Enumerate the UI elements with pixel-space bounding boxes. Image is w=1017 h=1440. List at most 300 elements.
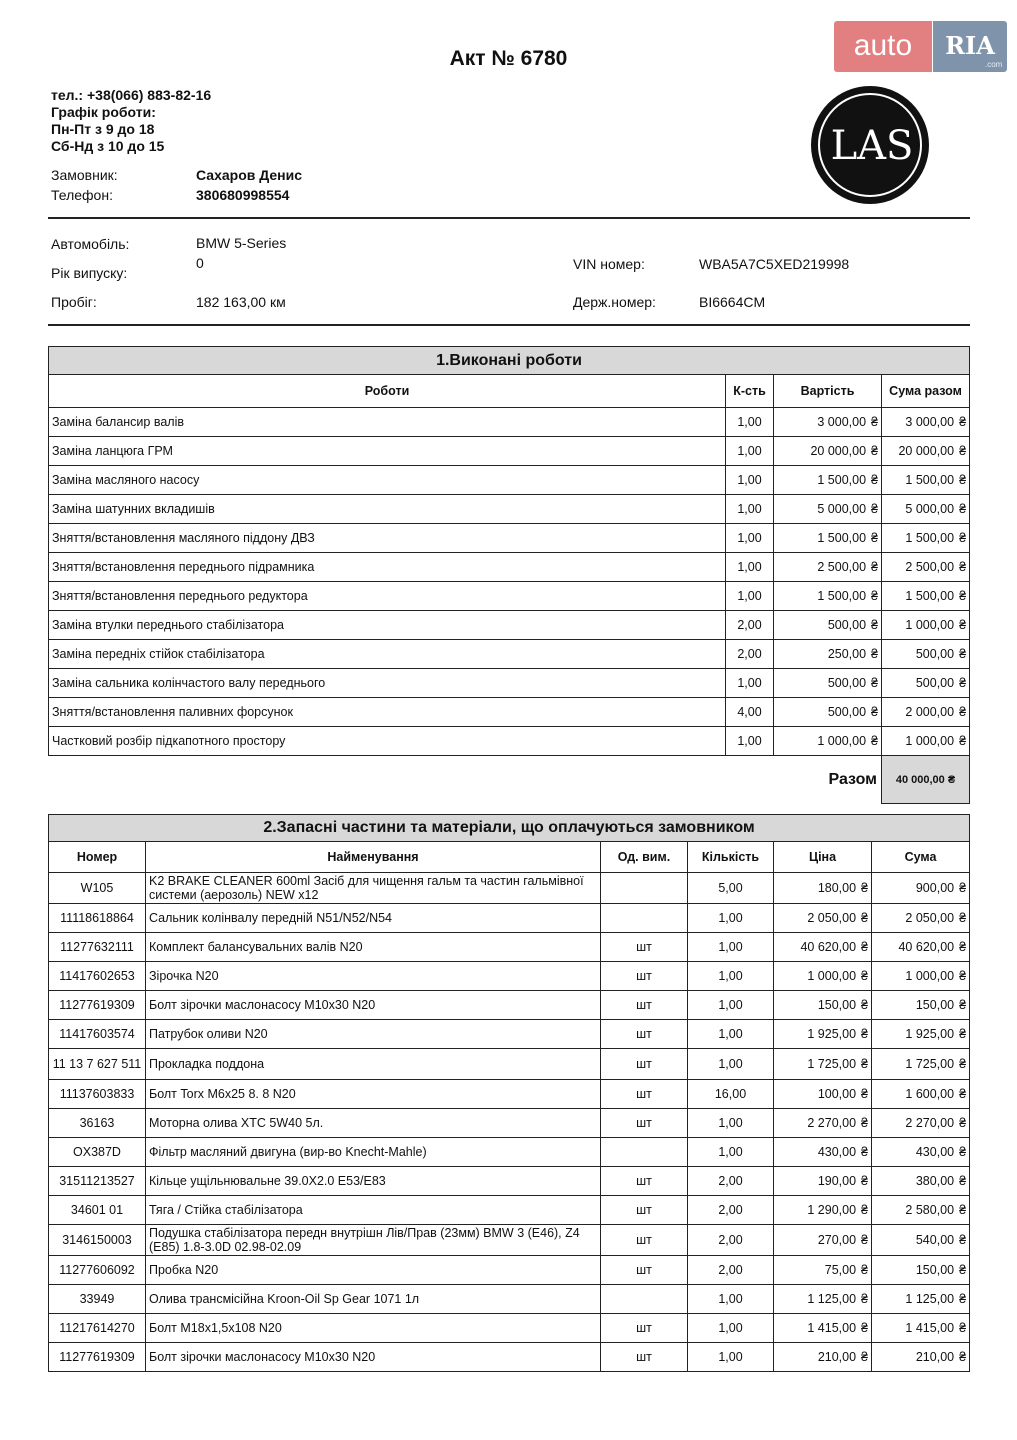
part-price-value: 210,00 [817,1350,857,1364]
part-sum-value: 1 125,00 [905,1292,955,1306]
parts-header-qty: Кількість [688,842,774,873]
work-name: Частковий розбір підкапотного простору [49,727,726,756]
part-name: Сальник колінвалу передній N51/N52/N54 [146,904,601,933]
work-name: Зняття/встановлення переднього підрамника [49,553,726,582]
part-price [774,1138,872,1167]
currency-sign: ₴ [959,1087,967,1101]
autoria-logo-ria: RIA [933,21,1007,72]
currency-sign: ₴ [861,1203,868,1217]
part-sum-value: 1 600,00 [905,1087,955,1101]
currency-sign: ₴ [959,705,967,719]
car-value: BMW 5-Series [196,235,287,251]
part-sum-value: 540,00 [915,1233,955,1247]
currency-sign: ₴ [861,1263,868,1277]
work-sum [882,727,970,756]
currency-sign: ₴ [959,1174,967,1188]
parts-header-code: Номер [49,842,146,873]
works-section-title: 1.Виконані роботи [49,347,970,375]
part-qty: 2,00 [688,1196,774,1225]
part-sum-value: 1 725,00 [905,1057,955,1071]
work-qty: 1,00 [726,437,774,466]
las-logo-text: LAS [830,123,914,169]
contact-block [51,87,211,155]
part-code: 34601 01 [49,1196,146,1225]
work-name: Заміна ланцюга ГРМ [49,437,726,466]
work-price [774,669,882,698]
currency-sign: ₴ [861,1174,868,1188]
work-sum [882,466,970,495]
currency-sign: ₴ [861,911,868,925]
part-code: 3146150003 [49,1225,146,1256]
plate-value: BI6664CM [699,294,766,310]
part-sum [872,873,970,904]
part-sum [872,1343,970,1372]
table-row [49,1196,970,1225]
part-price-value: 1 725,00 [807,1057,857,1071]
year-value: 0 [196,255,204,271]
part-price [774,873,872,904]
work-qty: 1,00 [726,669,774,698]
part-qty: 5,00 [688,873,774,904]
autoria-logo-com: .com [985,60,1003,69]
part-price-value: 430,00 [817,1145,857,1159]
part-qty: 1,00 [688,1343,774,1372]
part-price [774,1080,872,1109]
works-header-qty: К-сть [726,375,774,408]
part-qty: 2,00 [688,1167,774,1196]
part-unit: шт [601,962,688,991]
works-header-price: Вартість [774,375,882,408]
currency-sign: ₴ [959,531,967,545]
part-unit [601,873,688,904]
parts-section-title: 2.Запасні частини та матеріали, що оплачуються замовником [49,815,970,842]
works-total-label: Разом [828,770,877,788]
work-price-value: 250,00 [827,647,867,661]
part-price-value: 270,00 [817,1233,857,1247]
part-unit: шт [601,1020,688,1049]
part-name: Зірочка N20 [146,962,601,991]
work-sum [882,582,970,611]
part-sum [872,1285,970,1314]
currency-sign: ₴ [871,734,878,748]
work-name: Зняття/встановлення переднього редуктора [49,582,726,611]
currency-sign: ₴ [959,1057,967,1071]
schedule-title: Графік роботи: [51,104,156,120]
part-price [774,1049,872,1080]
part-code: 11417603574 [49,1020,146,1049]
part-sum-value: 1 000,00 [905,969,955,983]
work-sum [882,611,970,640]
part-code: 11277632111 [49,933,146,962]
table-row [49,1049,970,1080]
work-price [774,466,882,495]
work-sum-value: 1 500,00 [905,589,955,603]
currency-sign: ₴ [871,705,878,719]
table-row [49,1256,970,1285]
currency-sign: ₴ [871,502,878,516]
currency-sign: ₴ [861,1350,868,1364]
part-price [774,1196,872,1225]
work-price-value: 1 500,00 [817,589,867,603]
part-sum [872,1314,970,1343]
currency-sign: ₴ [861,881,868,895]
parts-body [49,873,970,1372]
work-price-value: 500,00 [827,676,867,690]
part-unit: шт [601,1196,688,1225]
work-qty: 1,00 [726,524,774,553]
part-name: Болт зірочки маслонасосу M10x30 N20 [146,1343,601,1372]
table-row [49,1109,970,1138]
work-qty: 1,00 [726,466,774,495]
part-name: Болт M18x1,5x108 N20 [146,1314,601,1343]
part-sum [872,1020,970,1049]
part-code: 31511213527 [49,1167,146,1196]
works-total-value: 40 000,00 ₴ [882,756,970,804]
table-row [49,582,970,611]
currency-sign: ₴ [959,589,967,603]
part-name: Патрубок оливи N20 [146,1020,601,1049]
part-price-value: 2 270,00 [807,1116,857,1130]
table-row [49,1343,970,1372]
currency-sign: ₴ [959,998,967,1012]
part-price-value: 2 050,00 [807,911,857,925]
work-name: Заміна балансир валів [49,408,726,437]
part-unit: шт [601,1256,688,1285]
table-row [49,991,970,1020]
part-price-value: 40 620,00 [800,940,857,954]
plate-label: Держ.номер: [573,294,656,310]
part-qty: 1,00 [688,933,774,962]
currency-sign: ₴ [861,969,868,983]
currency-sign: ₴ [959,1263,967,1277]
part-sum-value: 2 270,00 [905,1116,955,1130]
part-name: Болт Torx M6x25 8. 8 N20 [146,1080,601,1109]
currency-sign: ₴ [959,1116,967,1130]
table-row [49,904,970,933]
part-unit [601,1138,688,1167]
part-qty: 1,00 [688,1020,774,1049]
currency-sign: ₴ [959,881,967,895]
part-price-value: 1 290,00 [807,1203,857,1217]
part-unit: шт [601,1049,688,1080]
part-qty: 1,00 [688,1109,774,1138]
work-sum-value: 1 500,00 [905,531,955,545]
part-code: 11118618864 [49,904,146,933]
part-code: OX387D [49,1138,146,1167]
part-code: 36163 [49,1109,146,1138]
work-qty: 4,00 [726,698,774,727]
work-sum [882,495,970,524]
part-price-value: 1 925,00 [807,1027,857,1041]
work-name: Заміна передніх стійок стабілізатора [49,640,726,669]
currency-sign: ₴ [871,676,878,690]
work-price [774,698,882,727]
part-code: 11 13 7 627 511 [49,1049,146,1080]
part-sum-value: 2 580,00 [905,1203,955,1217]
part-price-value: 1 125,00 [807,1292,857,1306]
currency-sign: ₴ [959,1145,967,1159]
part-qty: 1,00 [688,1138,774,1167]
part-name: Пробка N20 [146,1256,601,1285]
currency-sign: ₴ [861,1087,868,1101]
part-price [774,991,872,1020]
autoria-logo-auto: auto [834,21,932,72]
parts-header-price: Ціна [774,842,872,873]
currency-sign: ₴ [959,1203,967,1217]
phone-value: 380680998554 [196,187,290,203]
currency-sign: ₴ [959,415,967,429]
work-sum [882,669,970,698]
currency-sign: ₴ [959,940,967,954]
part-price [774,1343,872,1372]
work-price-value: 1 500,00 [817,473,867,487]
part-code: 11277619309 [49,1343,146,1372]
part-sum [872,1049,970,1080]
part-qty: 1,00 [688,962,774,991]
year-label: Рік випуску: [51,265,128,281]
part-price-value: 75,00 [824,1263,857,1277]
work-price [774,553,882,582]
currency-sign: ₴ [959,1292,967,1306]
part-sum [872,1256,970,1285]
part-code: 11137603833 [49,1080,146,1109]
work-name: Заміна масляного насосу [49,466,726,495]
part-price [774,1285,872,1314]
part-qty: 1,00 [688,904,774,933]
part-unit: шт [601,1314,688,1343]
part-sum-value: 1 925,00 [905,1027,955,1041]
parts-header-sum: Сума [872,842,970,873]
work-price-value: 2 500,00 [817,560,867,574]
table-row [49,727,970,756]
part-price [774,1167,872,1196]
work-price [774,640,882,669]
part-sum [872,962,970,991]
table-row [49,611,970,640]
work-sum-value: 5 000,00 [905,502,955,516]
work-qty: 1,00 [726,553,774,582]
currency-sign: ₴ [959,560,967,574]
part-price-value: 1 415,00 [807,1321,857,1335]
vin-value: WBA5A7C5XED219998 [699,256,850,272]
currency-sign: ₴ [861,1057,868,1071]
work-name: Зняття/встановлення масляного піддону ДВЗ [49,524,726,553]
work-qty: 1,00 [726,408,774,437]
currency-sign: ₴ [959,1321,967,1335]
work-price-value: 3 000,00 [817,415,867,429]
work-sum [882,698,970,727]
work-qty: 1,00 [726,495,774,524]
table-row [49,1167,970,1196]
work-price [774,727,882,756]
part-price-value: 180,00 [817,881,857,895]
part-price [774,1256,872,1285]
work-qty: 2,00 [726,640,774,669]
work-sum-value: 2 500,00 [905,560,955,574]
currency-sign: ₴ [861,1321,868,1335]
work-price-value: 5 000,00 [817,502,867,516]
part-price-value: 150,00 [817,998,857,1012]
currency-sign: ₴ [959,647,967,661]
work-price-value: 1 500,00 [817,531,867,545]
work-price-value: 500,00 [827,618,867,632]
part-sum [872,1138,970,1167]
work-price [774,437,882,466]
contact-phone: тел.: +38(066) 883-82-16 [51,87,212,103]
work-sum-value: 3 000,00 [905,415,955,429]
part-unit: шт [601,933,688,962]
table-row [49,1020,970,1049]
work-name: Заміна сальника колінчастого валу переднього [49,669,726,698]
part-price-value: 100,00 [817,1087,857,1101]
work-name: Заміна втулки переднього стабілізатора [49,611,726,640]
work-sum-value: 500,00 [915,647,955,661]
mileage-label: Пробіг: [51,294,97,310]
currency-sign: ₴ [959,444,967,458]
part-sum-value: 1 415,00 [905,1321,955,1335]
works-header-name: Роботи [49,375,726,408]
table-row [49,466,970,495]
currency-sign: ₴ [959,502,967,516]
part-sum [872,933,970,962]
part-sum-value: 150,00 [915,1263,955,1277]
work-qty: 1,00 [726,582,774,611]
currency-sign: ₴ [861,1233,868,1247]
part-price [774,933,872,962]
customer-label: Замовник: [51,167,118,183]
part-sum-value: 2 050,00 [905,911,955,925]
part-code: W105 [49,873,146,904]
parts-header-name: Найменування [146,842,601,873]
part-code: 11217614270 [49,1314,146,1343]
part-sum [872,1080,970,1109]
work-price [774,408,882,437]
part-price [774,962,872,991]
currency-sign: ₴ [861,1116,868,1130]
work-price [774,524,882,553]
currency-sign: ₴ [959,969,967,983]
work-sum [882,553,970,582]
currency-sign: ₴ [959,1027,967,1041]
part-name: Тяга / Стійка стабілізатора [146,1196,601,1225]
currency-sign: ₴ [959,473,967,487]
car-label: Автомобіль: [51,236,130,252]
divider-top [48,217,970,219]
part-name: Болт зірочки маслонасосу M10x30 N20 [146,991,601,1020]
currency-sign: ₴ [959,911,967,925]
work-price [774,495,882,524]
currency-sign: ₴ [861,1145,868,1159]
part-sum [872,991,970,1020]
currency-sign: ₴ [861,998,868,1012]
part-name: Моторна олива XTC 5W40 5л. [146,1109,601,1138]
part-sum [872,1167,970,1196]
customer-value: Сахаров Денис [196,167,303,183]
part-sum [872,1196,970,1225]
table-row [49,873,970,904]
works-table [48,346,970,804]
currency-sign: ₴ [871,560,878,574]
part-price-value: 1 000,00 [807,969,857,983]
schedule-weekdays: Пн-Пт з 9 до 18 [51,121,155,137]
table-row [49,698,970,727]
work-sum [882,437,970,466]
part-sum-value: 210,00 [915,1350,955,1364]
work-sum-value: 1 000,00 [905,618,955,632]
currency-sign: ₴ [861,940,868,954]
work-sum-value: 2 000,00 [905,705,955,719]
work-price-value: 20 000,00 [810,444,867,458]
currency-sign: ₴ [871,531,878,545]
work-price [774,611,882,640]
table-row [49,669,970,698]
part-name: Прокладка поддона [146,1049,601,1080]
works-body [49,408,970,756]
work-sum-value: 1 500,00 [905,473,955,487]
part-sum [872,904,970,933]
part-qty: 1,00 [688,1285,774,1314]
currency-sign: ₴ [871,415,878,429]
document-title: Акт № 6780 [449,47,568,70]
currency-sign: ₴ [959,1350,967,1364]
table-row [49,553,970,582]
work-name: Заміна шатунних вкладишів [49,495,726,524]
part-name: K2 BRAKE CLEANER 600ml Засіб для чищення гальм та частин гальмівної системи (аерозоль) NEW x12 [146,873,601,904]
part-sum-value: 430,00 [915,1145,955,1159]
work-sum-value: 500,00 [915,676,955,690]
schedule-weekend: Сб-Нд з 10 до 15 [51,138,165,154]
part-unit: шт [601,1167,688,1196]
table-row [49,933,970,962]
part-unit: шт [601,991,688,1020]
table-row [49,524,970,553]
part-price [774,1109,872,1138]
part-qty: 2,00 [688,1256,774,1285]
work-name: Зняття/встановлення паливних форсунок [49,698,726,727]
part-price [774,904,872,933]
part-unit: шт [601,1080,688,1109]
table-row [49,640,970,669]
part-price [774,1225,872,1256]
parts-table [48,814,970,1372]
work-sum [882,524,970,553]
currency-sign: ₴ [861,1027,868,1041]
table-row [49,1285,970,1314]
currency-sign: ₴ [871,473,878,487]
part-qty: 2,00 [688,1225,774,1256]
phone-label: Телефон: [51,187,113,203]
table-row [49,495,970,524]
currency-sign: ₴ [959,734,967,748]
work-qty: 1,00 [726,727,774,756]
part-sum-value: 900,00 [915,881,955,895]
part-sum-value: 40 620,00 [898,940,955,954]
work-sum-value: 1 000,00 [905,734,955,748]
part-name: Кільце ущільнювальне 39.0X2.0 E53/E83 [146,1167,601,1196]
vin-label: VIN номер: [573,256,645,272]
divider-bottom [48,324,970,326]
currency-sign: ₴ [871,647,878,661]
part-price-value: 190,00 [817,1174,857,1188]
part-unit: шт [601,1343,688,1372]
currency-sign: ₴ [871,589,878,603]
part-price [774,1020,872,1049]
table-row [49,1080,970,1109]
part-name: Фільтр масляний двигуна (вир-во Knecht-Mahle) [146,1138,601,1167]
part-sum [872,1225,970,1256]
part-unit [601,904,688,933]
table-row [49,408,970,437]
